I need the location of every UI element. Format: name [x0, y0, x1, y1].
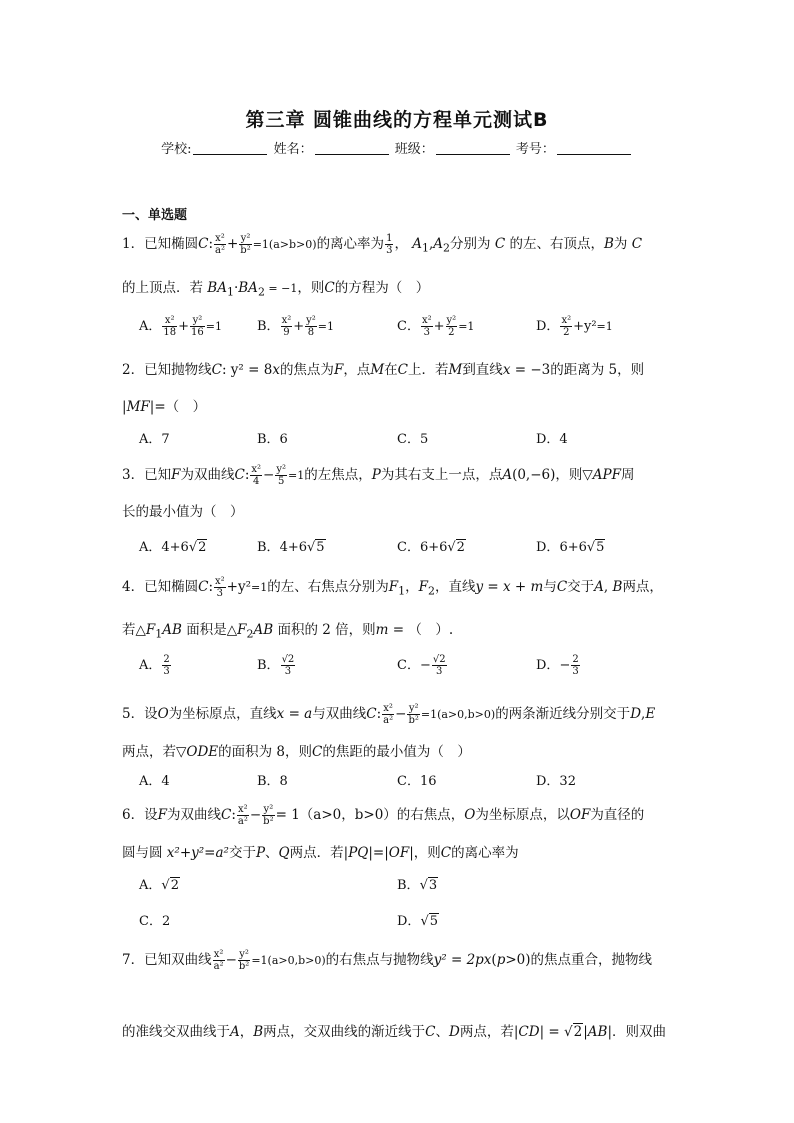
question-1-line-1: 1．已知椭圆C: $\frac{\text{x²}}{\text{a²}}$ + $\frac{\text{y²}}{\text{b²}}$ =1(a>b>0)的离心率为 $\frac{1}{3}$ ， $A_1,A_2$分别为 C 的左、右顶点，B为 C: [122, 233, 643, 256]
page-title: 第三章 圆锥曲线的方程单元测试B: [245, 109, 549, 131]
class-blank[interactable]: [436, 142, 510, 155]
q5-option-b[interactable]: B．8: [257, 774, 288, 789]
question-3-line-2: 长的最小值为（ ）: [122, 504, 244, 520]
question-4-line-2: 若$\triangle F_1AB$ 面积是$\triangle F_2AB$ 面积的 2 倍，则m = （ ）.: [122, 622, 454, 641]
q3-option-b[interactable]: B．4+6√5: [257, 540, 325, 555]
q4-option-b[interactable]: B． $\frac{√2}{3}$: [257, 654, 295, 677]
student-info-row: [0, 138, 794, 157]
q2-option-a[interactable]: A．7: [139, 432, 170, 447]
q5-option-c[interactable]: C．16: [397, 774, 437, 789]
question-2-line-1: 2．已知抛物线C: y² = 8x的焦点为F，点M在C上．若M到直线x = −3的距离为 5，则: [122, 362, 645, 378]
q2-option-c[interactable]: C．5: [397, 432, 429, 447]
q4-option-a[interactable]: A． $\frac{2}{3}$: [139, 654, 170, 677]
q2-option-d[interactable]: D．4: [536, 432, 568, 447]
q1-option-a[interactable]: A． $\frac{\text{x²}}{18}$ + $\frac{\text{y²}}{16}$ =1: [139, 315, 222, 338]
question-7-line-2: 的准线交双曲线于A，B两点，交双曲线的渐近线于C、D两点，若|CD| = √2|AB|．则双曲: [122, 1024, 666, 1040]
question-3-line-1: 3．已知F为双曲线C: $\frac{\text{x²}}{4}$ − $\frac{\text{y²}}{5}$ =1的左焦点，P为其右支上一点，点A(0,−6)，则▽APF周: [122, 464, 635, 487]
name-blank[interactable]: [315, 142, 389, 155]
q1-option-d[interactable]: D． $\frac{\text{x²}}{2}$ +y²=1: [536, 315, 613, 338]
exam-no-label: 考号：: [515, 142, 555, 157]
q1-option-b[interactable]: B． $\frac{\text{x²}}{9}$ + $\frac{\text{y²}}{8}$ =1: [257, 315, 335, 338]
q6-option-b[interactable]: B．√3: [397, 878, 438, 893]
q4-option-d[interactable]: D．− $\frac{2}{3}$: [536, 654, 579, 677]
q5-option-d[interactable]: D．32: [536, 774, 576, 789]
question-6-line-1: 6．设F为双曲线C: $\frac{\text{x²}}{\text{a²}}$ − $\frac{\text{y²}}{\text{b²}}$ = 1（a>0，b>0）的右焦点，O为坐标原点，以OF为直径的: [122, 804, 645, 827]
q2-option-b[interactable]: B．6: [257, 432, 288, 447]
question-5-line-1: 5．设O为坐标原点，直线x = a与双曲线C: $\frac{\text{x²}}{\text{a²}}$ − $\frac{\text{y²}}{\text{b²}}$ =1(a>0,b>0)的两条渐近线分别交于D,E: [122, 703, 656, 726]
question-5-line-2: 两点，若▽ODE的面积为 8，则C的焦距的最小值为（ ）: [122, 744, 471, 760]
q3-option-c[interactable]: C．6+6√2: [397, 540, 465, 555]
question-1-line-2: 的上顶点．若 $BA_1\cdot BA_2 = -1$，则C的方程为（ ）: [122, 280, 430, 299]
question-2-line-2: |MF|=（ ）: [122, 399, 207, 415]
q3-option-d[interactable]: D．6+6√5: [536, 540, 605, 555]
q5-option-a[interactable]: A．4: [139, 774, 170, 789]
q3-option-a[interactable]: A．4+6√2: [139, 540, 207, 555]
q6-option-c[interactable]: C．2: [139, 914, 171, 929]
q6-option-d[interactable]: D．√5: [397, 914, 439, 929]
section-heading: 一、单选题: [122, 208, 188, 223]
school-blank[interactable]: [193, 142, 267, 155]
school-label: 学校:: [161, 142, 192, 157]
question-7-line-1: 7．已知双曲线 $\frac{\text{x²}}{\text{a²}}$ − $\frac{\text{y²}}{\text{b²}}$ =1(a>0,b>0)的右焦点与抛物线y² = 2px(p>0)的焦点重合，抛物线: [122, 949, 653, 972]
question-6-line-2: 圆与圆 x²+y²=a²交于P、Q两点．若|PQ|=|OF|，则C的离心率为: [122, 845, 519, 861]
exam-no-blank[interactable]: [557, 142, 631, 155]
question-4-line-1: 4．已知椭圆C: $\frac{\text{x²}}{3}$ +y²=1的左、右焦点分别为$F_1$，$F_2$，直线y = x + m与C交于A, B两点，: [122, 576, 663, 599]
name-label: 姓名：: [273, 142, 313, 157]
q4-option-c[interactable]: C．− $\frac{√2}{3}$: [397, 654, 446, 677]
q6-option-a[interactable]: A．√2: [139, 878, 179, 893]
q1-option-c[interactable]: C． $\frac{\text{x²}}{3}$ + $\frac{\text{y²}}{2}$ =1: [397, 315, 475, 338]
class-label: 班级：: [394, 142, 434, 157]
